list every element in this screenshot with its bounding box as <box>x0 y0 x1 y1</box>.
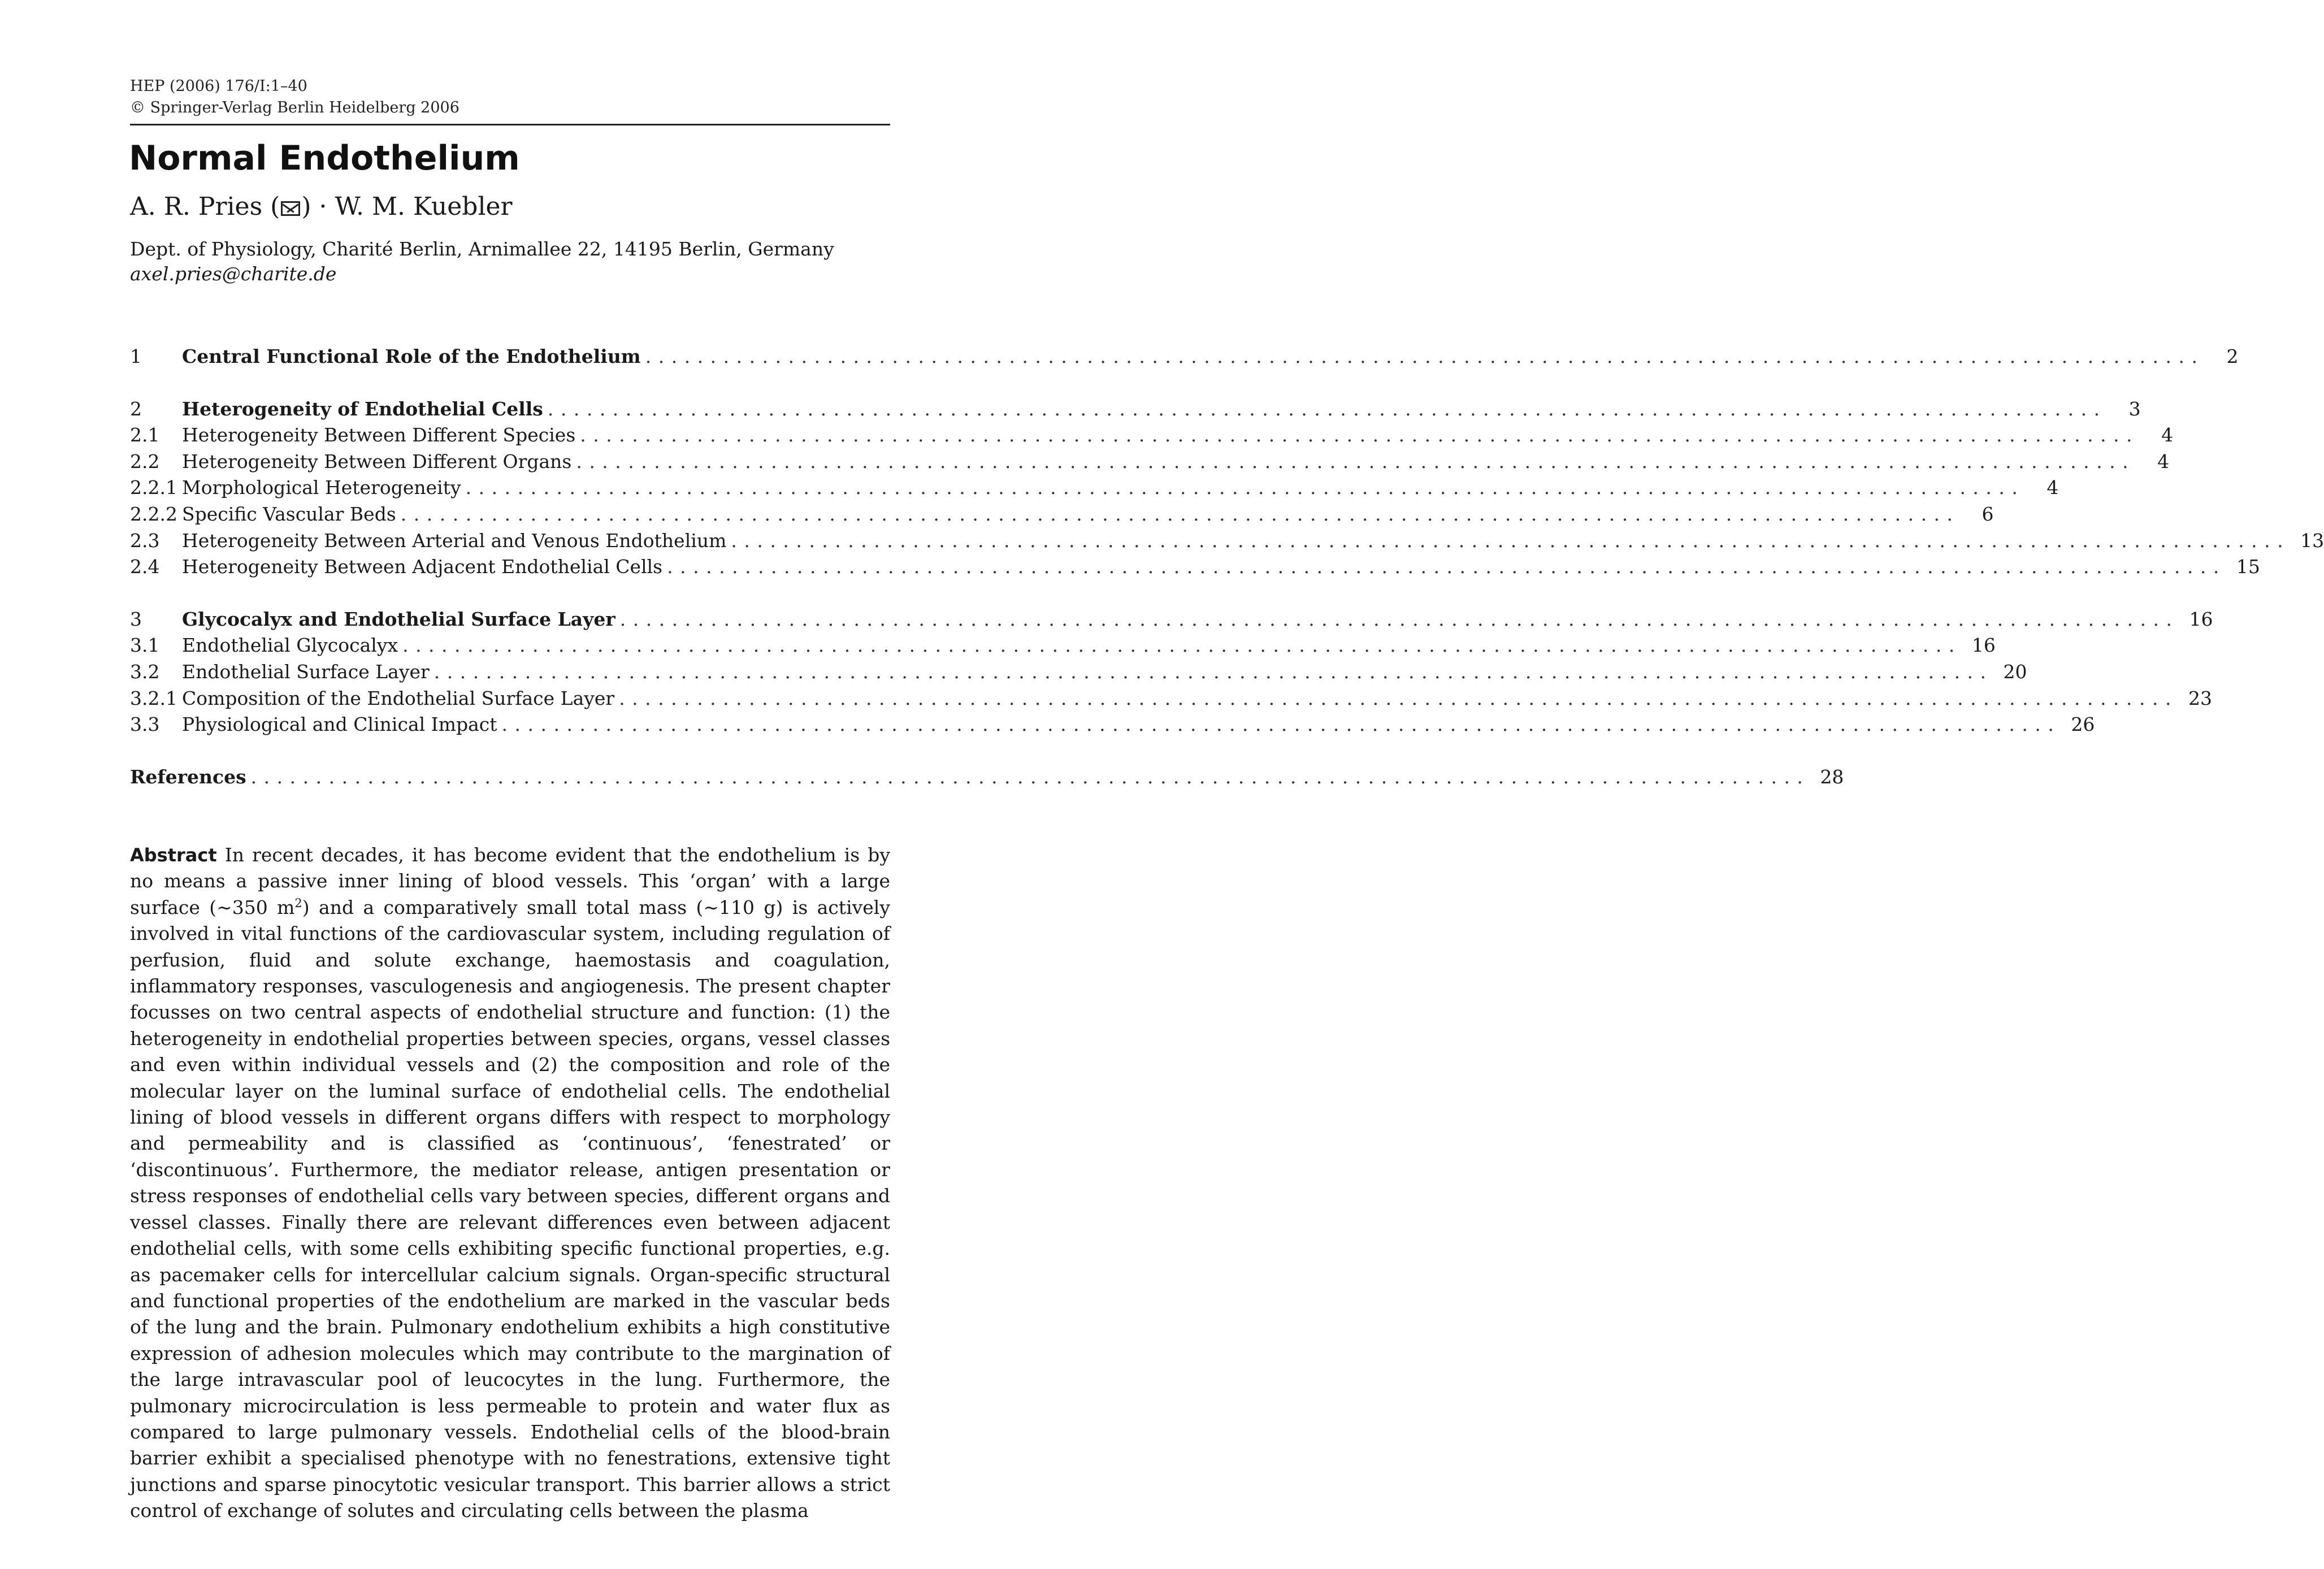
toc-page-number: 28 <box>1820 765 1844 788</box>
toc-page-number: 16 <box>2189 608 2213 630</box>
toc-number: 2.2.1 <box>130 476 177 499</box>
toc-gap <box>130 370 890 396</box>
email-link[interactable]: axel.pries@charite.de <box>130 263 337 285</box>
toc-page-number: 16 <box>1971 634 1996 657</box>
toc-title: Heterogeneity Between Different Organs <box>182 450 572 473</box>
toc-leader-dots: ........................................................................................................................ <box>731 529 2291 552</box>
abstract-label: Abstract <box>130 844 217 866</box>
toc-page-number: 26 <box>2071 713 2095 736</box>
toc-title: Endothelial Glycocalyx <box>182 634 398 657</box>
header-rule <box>130 124 890 125</box>
toc-title: Central Functional Role of the Endothelium <box>182 345 641 367</box>
toc-title: Morphological Heterogeneity <box>182 476 461 499</box>
toc-leader-dots: ........................................................................................................................ <box>619 608 2179 630</box>
toc-title: Specific Vascular Beds <box>182 502 396 525</box>
toc-number: 2.3 <box>130 529 160 552</box>
toc-page-number: 4 <box>2046 476 2059 499</box>
toc-page-number: 23 <box>2188 687 2212 709</box>
toc-number: 3 <box>130 608 142 630</box>
toc-page-number: 15 <box>2236 556 2260 578</box>
toc-gap <box>130 738 890 764</box>
toc-page-number: 4 <box>2157 450 2170 473</box>
abstract-text-2: ) and a comparatively small total mass (∼110 g) is actively involved in vital functions of the cardiovascular system, including regulation of perfusion, fluid and solute exchange, haemostasis and coagulation, inflammatory responses, vasculogenesis and angiogenesis. The present chapter focusses on two central aspects of endothelial structure and function: (1) the heterogeneity in endothelial properties between species, organs, vessel classes and even within individual vessels and (2) the composition and role of the molecular layer on the luminal surface of endothelial cells. The endothelial lining of blood vessels in different organs differs with respect to morphology and permeability and is classified as ‘continuous’, ‘fenestrated’ or ‘discontinuous’. Furthermore, the mediator release, antigen presentation or stress responses of endothelial cells vary between species, different organs and vessel classes. Finally there are relevant differences even between adjacent endothelial cells, with some cells exhibiting specific functional properties, e.g. as pacemaker cells for intercellular calcium signals. Organ-specific structural and functional properties of the endothelium are marked in the vascular beds of the lung and the brain. Pulmonary endothelium exhibits a high constitutive expression of adhesion molecules which may contribute to the margination of the large intravascular pool of leucocytes in the lung. Furthermore, the pulmonary microcirculation is less permeable to protein and water flux as compared to large pulmonary vessels. Endothelial cells of the blood-brain barrier exhibit a specialised phenotype with no fenestrations, extensive tight junctions and sparse pinocytotic vesicular transport. This barrier allows a strict control of exchange of solutes and circulating cells between the plasma <box>130 896 890 1522</box>
toc-entry[interactable] <box>130 712 2095 738</box>
toc-leader-dots: ........................................................................................................................ <box>645 345 2205 367</box>
toc-number: 3.1 <box>130 634 160 657</box>
toc-entry[interactable] <box>130 422 2174 449</box>
toc-leader-dots: ........................................................................................................................ <box>402 634 1962 657</box>
toc-leader-dots: ........................................................................................................................ <box>400 502 1960 525</box>
toc-number: 2 <box>130 397 142 420</box>
toc-gap <box>130 580 890 606</box>
toc-title: Glycocalyx and Endothelial Surface Layer <box>182 608 615 630</box>
toc-title: Composition of the Endothelial Surface Layer <box>182 687 615 709</box>
table-of-contents <box>130 344 2324 790</box>
toc-number: 2.2 <box>130 450 160 473</box>
toc-number: 3.2.1 <box>130 687 177 709</box>
toc-number: 2.4 <box>130 556 160 578</box>
toc-title: Heterogeneity of Endothelial Cells <box>182 397 543 420</box>
toc-entry[interactable] <box>130 475 2059 501</box>
envelope-icon <box>281 201 300 216</box>
toc-number: 2.1 <box>130 424 160 447</box>
toc-number: 2.2.2 <box>130 502 177 525</box>
authors <box>130 190 513 224</box>
toc-entry[interactable] <box>130 606 2213 633</box>
abstract-superscript: 2 <box>294 896 302 910</box>
toc-page-number: 2 <box>2226 345 2239 367</box>
toc-number: 3.2 <box>130 660 160 683</box>
toc-leader-dots: ........................................................................................................................ <box>250 765 1810 788</box>
toc-page-number: 6 <box>1982 502 1994 525</box>
toc-page-number: 4 <box>2161 424 2174 447</box>
toc-entry[interactable] <box>130 554 2260 580</box>
abstract <box>130 842 890 1524</box>
running-header <box>130 76 890 119</box>
toc-title: Heterogeneity Between Different Species <box>182 424 576 447</box>
toc-title: References <box>130 765 246 788</box>
toc-leader-dots: ........................................................................................................................ <box>501 713 2061 736</box>
toc-leader-dots: ........................................................................................................................ <box>667 556 2226 578</box>
author-first: A. R. Pries ( <box>130 192 280 221</box>
toc-title: Heterogeneity Between Adjacent Endothelial Cells <box>182 556 663 578</box>
toc-entry[interactable] <box>130 686 2212 712</box>
toc-page-number: 13 <box>2300 529 2324 552</box>
toc-title: Physiological and Clinical Impact <box>182 713 497 736</box>
toc-entry[interactable] <box>130 344 2239 370</box>
toc-leader-dots: ........................................................................................................................ <box>576 450 2136 473</box>
toc-page-number: 20 <box>2003 660 2027 683</box>
toc-leader-dots: ........................................................................................................................ <box>619 687 2178 709</box>
toc-title: Endothelial Surface Layer <box>182 660 430 683</box>
toc-entry[interactable] <box>130 501 1994 528</box>
toc-entry[interactable] <box>130 764 1844 791</box>
toc-leader-dots: ........................................................................................................................ <box>547 397 2107 420</box>
author-rest: ) · W. M. Kuebler <box>301 192 513 221</box>
toc-leader-dots: ........................................................................................................................ <box>433 660 1993 683</box>
toc-entry[interactable] <box>130 449 2170 475</box>
toc-number: 1 <box>130 345 142 367</box>
toc-entry[interactable] <box>130 528 2324 554</box>
toc-leader-dots: ........................................................................................................................ <box>465 476 2025 499</box>
abstract-text-1: In recent decades, it has become evident that the endothelium is by no means a passive inner lining of blood vessels. This ‘organ’ with a large surface (∼350 m <box>130 844 890 918</box>
toc-entry[interactable] <box>130 632 1996 659</box>
toc-page-number: 3 <box>2128 397 2141 420</box>
chapter-title: Normal Endothelium <box>129 138 520 178</box>
affiliation: Dept. of Physiology, Charité Berlin, Arnimallee 22, 14195 Berlin, Germany <box>130 238 834 260</box>
citation-line: HEP (2006) 176/I:1–40 <box>130 77 307 95</box>
toc-leader-dots: ........................................................................................................................ <box>580 424 2140 447</box>
toc-title: Heterogeneity Between Arterial and Venous Endothelium <box>182 529 727 552</box>
toc-entry[interactable] <box>130 396 2141 423</box>
copyright-line: © Springer-Verlag Berlin Heidelberg 2006 <box>130 99 459 116</box>
toc-number: 3.3 <box>130 713 160 736</box>
toc-entry[interactable] <box>130 659 2027 686</box>
